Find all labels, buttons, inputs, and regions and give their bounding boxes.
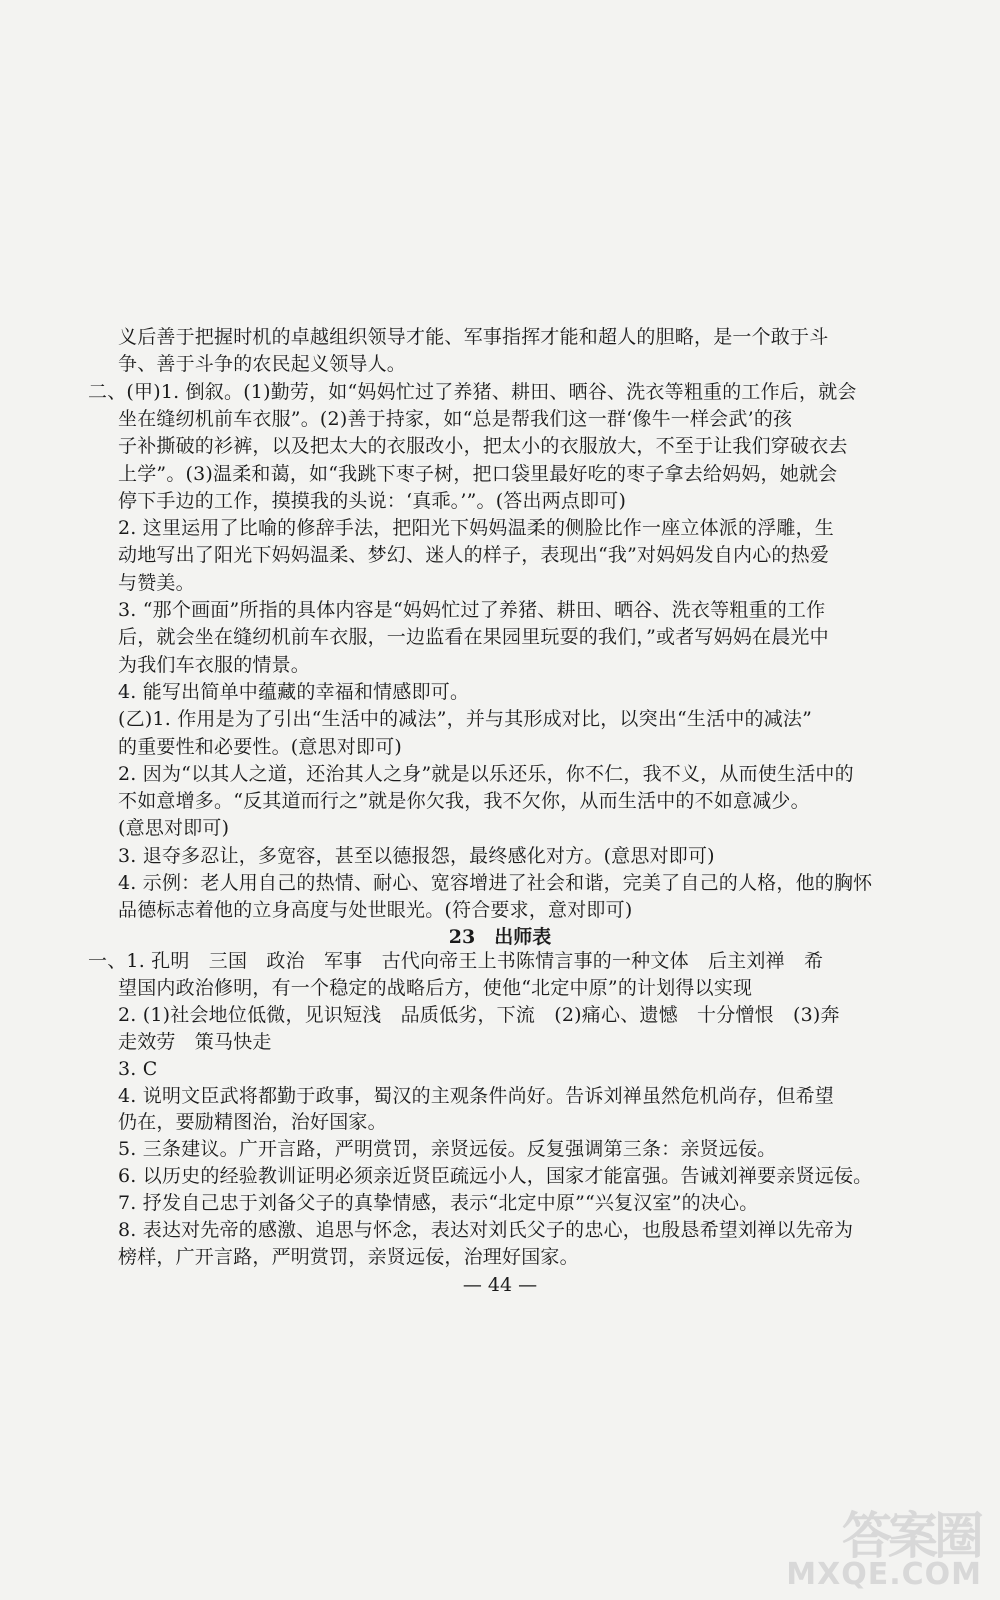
text-line: 2. (1)社会地位低微，见识短浅 品质低劣，下流 (2)痛心、遗憾 十分憎恨 (3)奔 — [118, 1003, 840, 1026]
watermark-logo — [786, 1496, 986, 1592]
text-line: 不如意增多。“反其道而行之”就是你欠我，我不欠你，从而生活中的不如意减少。 — [118, 790, 810, 813]
text-line: 3. 退夺多忍让，多宽容，甚至以德报怨，最终感化对方。(意思对即可) — [118, 844, 715, 867]
text-line: 与赞美。 — [118, 571, 195, 594]
text-line: 2. 这里运用了比喻的修辞手法，把阳光下妈妈温柔的侧脸比作一座立体派的浮雕，生 — [118, 517, 834, 540]
text-line: 上学”。(3)温柔和蔼，如“我跳下枣子树，把口袋里最好吃的枣子拿去给妈妈，她就会 — [118, 462, 838, 485]
text-line: (意思对即可) — [118, 817, 230, 840]
text-line: 3. C — [118, 1057, 158, 1080]
text-line: 二、(甲)1. 倒叙。(1)勤劳，如“妈妈忙过了养猪、耕田、晒谷、洗衣等粗重的工作后，就会 — [88, 380, 857, 403]
text-line: 5. 三条建议。广开言路，严明赏罚，亲贤远佞。反复强调第三条：亲贤远佞。 — [118, 1138, 777, 1161]
page-number: — 44 — — [462, 1274, 538, 1296]
text-line: 3. “那个画面”所指的具体内容是“妈妈忙过了养猪、耕田、晒谷、洗衣等粗重的工作 — [118, 599, 826, 621]
text-line: 榜样，广开言路，严明赏罚，亲贤远佞，治理好国家。 — [118, 1245, 579, 1268]
text-line: 后，就会坐在缝纫机前车衣服，一边监看在果园里玩耍的我们，”或者写妈妈在晨光中 — [118, 626, 829, 649]
text-line: 争、善于斗争的农民起义领导人。 — [118, 353, 407, 376]
text-line: 8. 表达对先帝的感激、追思与怀念，表达对刘氏父子的忠心，也殷恳希望刘禅以先帝为 — [118, 1219, 854, 1241]
text-line: 走效劳 策马快走 — [118, 1030, 272, 1053]
text-line: 仍在，要励精图治，治好国家。 — [118, 1111, 387, 1134]
text-line: 品德标志着他的立身高度与处世眼光。(符合要求，意对即可) — [118, 899, 633, 922]
text-line: 7. 抒发自己忠于刘备父子的真挚情感，表示“北定中原”“兴复汉室”的决心。 — [118, 1192, 759, 1215]
section-title: 23 出师表 — [448, 926, 552, 948]
text-line: 的重要性和必要性。(意思对即可) — [118, 735, 403, 758]
text-line: 子补撕破的衫裤，以及把太大的衣服改小，把太小的衣服放大，不至于让我们穿破衣去 — [118, 435, 848, 458]
text-line: 动地写出了阳光下妈妈温柔、梦幻、迷人的样子，表现出“我”对妈妈发自内心的热爱 — [118, 544, 830, 567]
text-line: 6. 以历史的经验教训证明必须亲近贤臣疏远小人，国家才能富强。告诫刘禅要亲贤远佞。 — [118, 1165, 873, 1188]
text-line: 望国内政治修明，有一个稳定的战略后方，使他“北定中原”的计划得以实现 — [118, 976, 753, 999]
text-line: 停下手边的工作，摸摸我的头说：‘真乖。’”。(答出两点即可) — [118, 489, 627, 512]
text-line: 义后善于把握时机的卓越组织领导才能、军事指挥才能和超人的胆略，是一个敢于斗 — [118, 326, 829, 348]
text-line: (乙)1. 作用是为了引出“生活中的减法”，并与其形成对比，以突出“生活中的减法” — [118, 708, 813, 731]
text-line: 2. 因为“以其人之道，还治其人之身”就是以乐还乐，你不仁，我不义，从而使生活中的 — [118, 762, 854, 785]
text-line: 坐在缝纫机前车衣服”。(2)善于持家，如“总是帮我们这一群‘像牛一样会武’的孩 — [118, 407, 793, 430]
text-line: 4. 能写出简单中蕴藏的幸福和情感即可。 — [118, 680, 470, 703]
text-line: 一、1. 孔明 三国 政治 军事 古代向帝王上书陈情言事的一种文体 后主刘禅 希 — [88, 950, 824, 972]
watermark-line2: MXQE.COM — [786, 1557, 982, 1592]
watermark-line1: 答案圈 — [842, 1507, 980, 1565]
text-line: 4. 说明文臣武将都勤于政事，蜀汉的主观条件尚好。告诉刘禅虽然危机尚存，但希望 — [118, 1084, 834, 1107]
text-line: 为我们车衣服的情景。 — [118, 653, 311, 676]
text-line: 4. 示例：老人用自己的热情、耐心、宽容增进了社会和谐，完美了自己的人格，他的胸怀 — [118, 872, 873, 894]
